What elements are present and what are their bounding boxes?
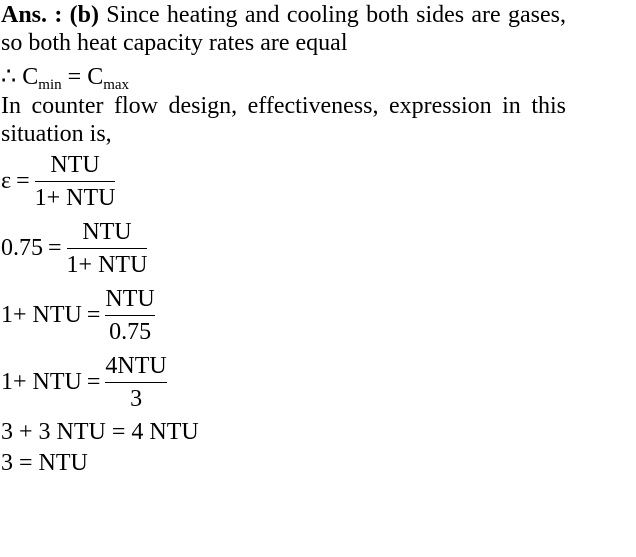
therefore-equals: = — [67, 64, 82, 90]
fraction — [105, 283, 154, 348]
equation-substituted — [1, 216, 147, 281]
fraction-denominator: 0.75 — [109, 319, 152, 345]
equation-equals: = — [86, 369, 101, 395]
answer-label: Ans. : (b) — [1, 2, 99, 28]
answer-text: Since heating and cooling both sides are gases, so both heat capacity rates are equal — [1, 2, 566, 56]
fraction-numerator: NTU — [50, 152, 100, 178]
fraction-denominator: 1+ NTU — [34, 185, 116, 211]
equation-lhs: 0.75 — [1, 235, 43, 261]
c-min-base: C — [22, 64, 39, 90]
fraction-numerator: NTU — [105, 286, 155, 312]
equation-rearranged — [1, 283, 155, 348]
answer-paragraph — [1, 1, 566, 57]
equation-effectiveness — [1, 149, 115, 214]
fraction-numerator: 4NTU — [105, 353, 167, 379]
therefore-line — [1, 63, 566, 91]
equation-lhs: ε — [1, 168, 12, 194]
equation-lhs: 1+ NTU — [1, 302, 82, 328]
fraction — [67, 216, 148, 281]
fraction-denominator: 3 — [130, 386, 143, 412]
counter-flow-paragraph: In counter flow design, effectiveness, expression in this situation is, — [1, 93, 566, 147]
fraction-numerator: NTU — [82, 219, 132, 245]
equation-equals: = — [48, 235, 62, 261]
equation-simplified — [1, 350, 167, 415]
fraction-denominator: 1+ NTU — [66, 252, 148, 278]
therefore-symbol: ∴ — [1, 64, 17, 90]
equation-equals: = — [86, 302, 101, 328]
equation-lhs: 1+ NTU — [1, 369, 82, 395]
c-max-subscript: max — [103, 77, 130, 93]
fraction — [105, 350, 166, 415]
c-min-subscript: min — [38, 77, 62, 93]
equation-equals: = — [16, 168, 30, 194]
c-max-base: C — [87, 64, 104, 90]
equation-linear: 3 + 3 NTU = 4 NTU — [1, 419, 199, 445]
equation-result: 3 = NTU — [1, 450, 88, 476]
fraction — [35, 149, 116, 214]
